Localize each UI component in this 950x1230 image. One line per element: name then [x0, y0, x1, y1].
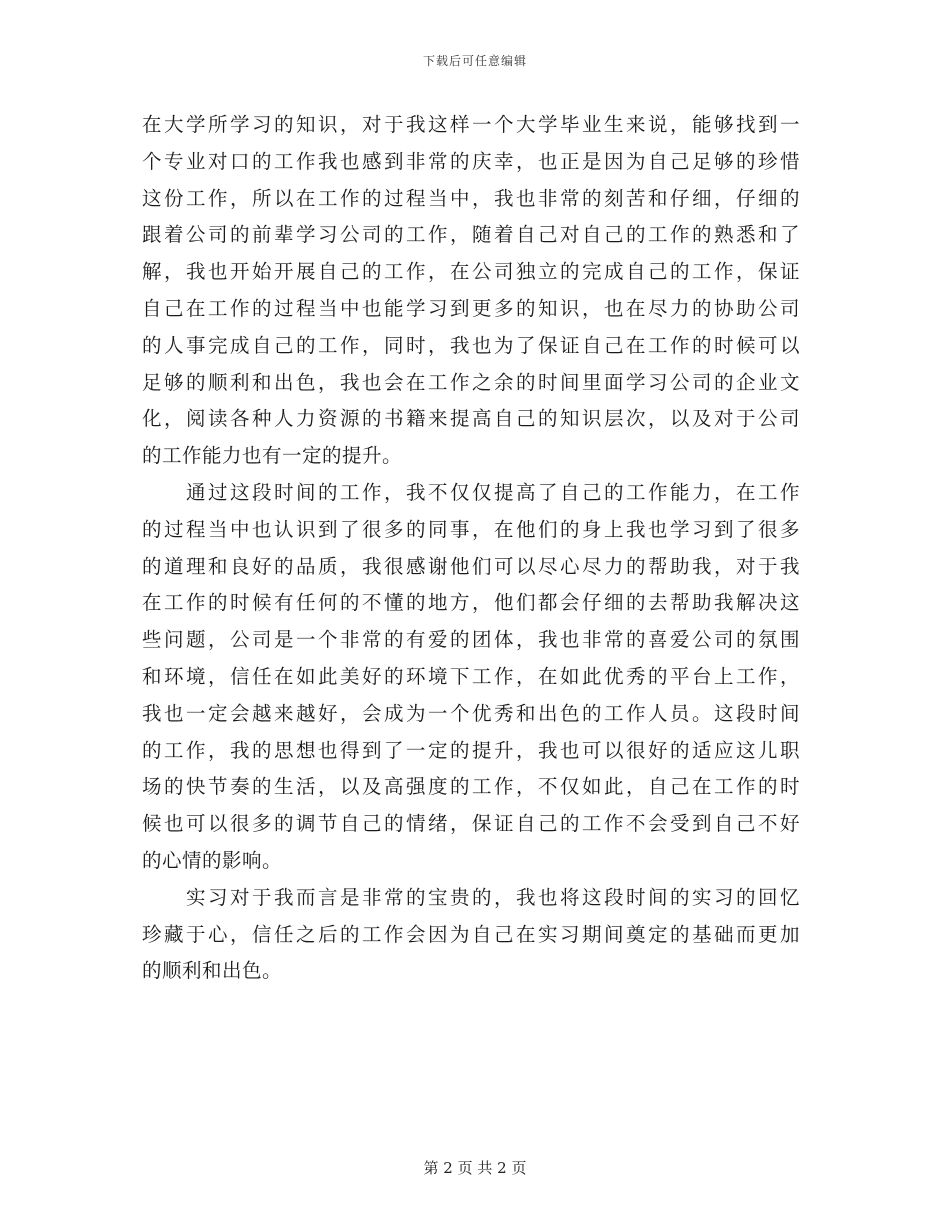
text-line: 的过程当中也认识到了很多的同事，在他们的身上我也学习到了很多 — [142, 517, 800, 541]
document-body — [142, 107, 800, 990]
text-line: 些问题，公司是一个非常的有爱的团体，我也非常的喜爱公司的氛围 — [142, 628, 800, 652]
text-line: 的顺利和出色。 — [142, 959, 283, 983]
text-line: 场的快节奏的生活，以及高强度的工作，不仅如此，自己在工作的时 — [142, 775, 800, 799]
text-line: 化，阅读各种人力资源的书籍来提高自己的知识层次，以及对于公司 — [142, 407, 800, 431]
paragraph-1 — [142, 107, 800, 475]
text-line: 在大学所学习的知识，对于我这样一个大学毕业生来说，能够找到一 — [142, 113, 800, 136]
text-line: 解，我也开始开展自己的工作，在公司独立的完成自己的工作，保证 — [142, 260, 800, 284]
paragraph-2 — [142, 475, 800, 880]
text-line: 的工作，我的思想也得到了一定的提升，我也可以很好的适应这儿职 — [142, 738, 800, 762]
text-line: 我也一定会越来越好，会成为一个优秀和出色的工作人员。这段时间 — [142, 701, 800, 725]
paragraph-3 — [142, 880, 800, 990]
page-header: 下载后可任意编辑 — [422, 54, 527, 68]
text-line: 的道理和良好的品质，我很感谢他们可以尽心尽力的帮助我，对于我 — [142, 554, 800, 578]
text-line: 这份工作，所以在工作的过程当中，我也非常的刻苦和仔细，仔细的 — [142, 186, 800, 210]
text-line: 自己在工作的过程当中也能学习到更多的知识，也在尽力的协助公司 — [142, 296, 800, 320]
text-line: 实习对于我而言是非常的宝贵的，我也将这段时间的实习的回忆 — [186, 885, 800, 909]
text-line: 的工作能力也有一定的提升。 — [142, 444, 403, 468]
text-line: 个专业对口的工作我也感到非常的庆幸，也正是因为自己足够的珍惜 — [142, 149, 800, 173]
text-line: 足够的顺利和出色，我也会在工作之余的时间里面学习公司的企业文 — [142, 370, 800, 394]
text-line: 珍藏于心，信任之后的工作会因为自己在实习期间奠定的基础而更加 — [142, 922, 800, 946]
text-line: 跟着公司的前辈学习公司的工作，随着自己对自己的工作的熟悉和了 — [142, 223, 800, 247]
text-line: 在工作的时候有任何的不懂的地方，他们都会仔细的去帮助我解决这 — [142, 591, 800, 615]
text-line: 和环境，信任在如此美好的环境下工作，在如此优秀的平台上工作， — [142, 664, 800, 688]
text-line: 候也可以很多的调节自己的情绪，保证自己的工作不会受到自己不好 — [142, 812, 800, 836]
text-line: 的人事完成自己的工作，同时，我也为了保证自己在工作的时候可以 — [142, 333, 800, 357]
text-line: 的心情的影响。 — [142, 848, 283, 872]
text-line: 通过这段时间的工作，我不仅仅提高了自己的工作能力，在工作 — [186, 480, 800, 504]
page-number: 第 2 页 共 2 页 — [423, 1159, 527, 1177]
